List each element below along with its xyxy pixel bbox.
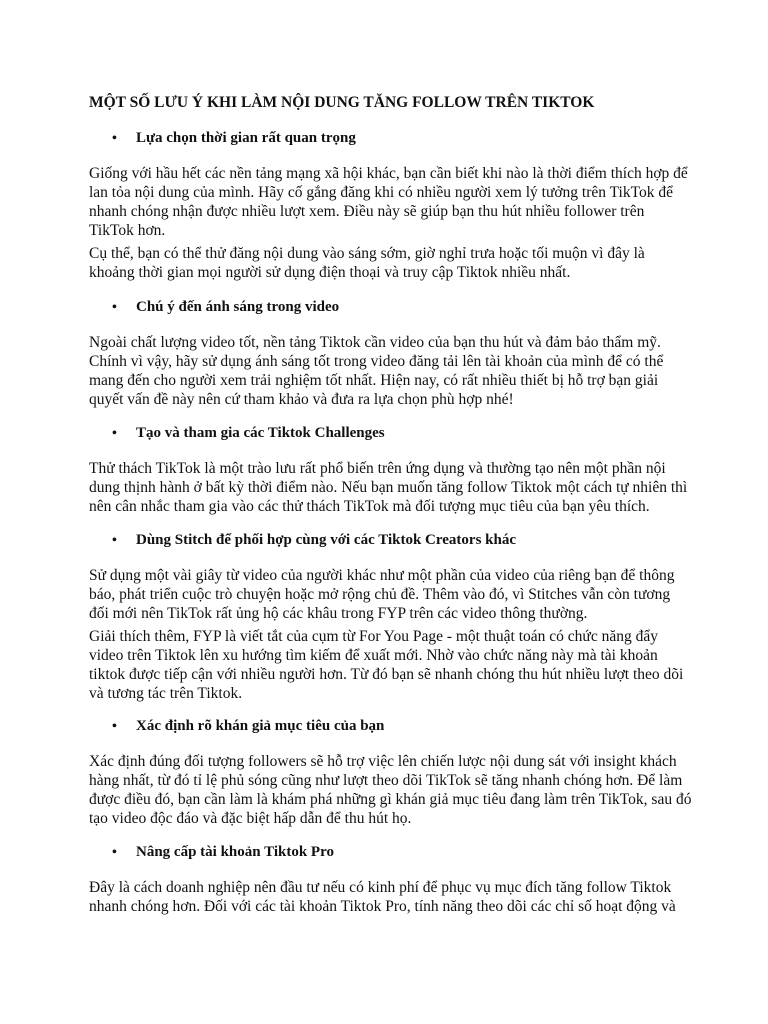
bullet-icon: • xyxy=(112,426,117,441)
document-title: MỘT SỐ LƯU Ý KHI LÀM NỘI DUNG TĂNG FOLLOW TRÊN TIKTOK xyxy=(89,94,595,111)
paragraph-line: nên cân nhắc tham gia vào các thử thách TikTok mà đối tượng mục tiêu của bạn yêu thích. xyxy=(89,498,650,515)
paragraph-line: Chính vì vậy, hãy sử dụng ánh sáng tốt trong video đăng tải lên tài khoản của mình để có thể xyxy=(89,353,664,370)
paragraph-line: hàng nhất, từ đó tỉ lệ phủ sóng cũng như lượt theo dõi TikTok sẽ tăng nhanh chóng hơn. Để làm xyxy=(89,772,683,789)
section-heading-challenges xyxy=(112,424,385,443)
bullet-icon: • xyxy=(112,719,117,734)
bullet-icon: • xyxy=(112,300,117,315)
paragraph xyxy=(89,878,676,916)
paragraph xyxy=(89,566,674,623)
paragraph xyxy=(89,164,688,240)
bullet-icon: • xyxy=(112,533,117,548)
paragraph-line: dung thịnh hành ở bất kỳ thời điểm nào. Nếu bạn muốn tăng follow Tiktok một cách tự nhiên thì xyxy=(89,479,688,496)
paragraph-line: quyết vấn đề này nên cứ tham khảo và đưa ra lựa chọn phù hợp nhé! xyxy=(89,391,514,408)
paragraph-line: nhanh chóng hơn. Đối với các tài khoản Tiktok Pro, tính năng theo dõi các chỉ số hoạt động và xyxy=(89,898,676,915)
paragraph-line: Giống với hầu hết các nền tảng mạng xã hội khác, bạn cần biết khi nào là thời điểm thích hợp để xyxy=(89,165,688,182)
paragraph xyxy=(89,333,663,409)
section-heading-timing xyxy=(112,129,356,148)
paragraph-line: lan tỏa nội dung của mình. Hãy cố gắng đăng khi có nhiều người xem lý tưởng trên TikTok để xyxy=(89,184,673,201)
paragraph-line: khoảng thời gian mọi người sử dụng điện thoại và truy cập Tiktok nhiều nhất. xyxy=(89,264,571,281)
bullet-icon: • xyxy=(112,845,117,860)
section-heading-label: Lựa chọn thời gian rất quan trọng xyxy=(136,130,356,146)
paragraph-line: nhanh chóng nhận được nhiều lượt xem. Điều này sẽ giúp bạn thu hút nhiều follower trên xyxy=(89,203,645,220)
section-heading-lighting xyxy=(112,298,339,317)
paragraph xyxy=(89,627,683,703)
section-heading-tiktok-pro xyxy=(112,843,334,862)
section-heading-audience xyxy=(112,717,384,736)
paragraph xyxy=(89,752,691,828)
paragraph xyxy=(89,459,687,516)
paragraph-line: tiktok được tiếp cận với nhiều người hơn. Từ đó bạn sẽ nhanh chóng thu hút nhiều lượt theo dõi xyxy=(89,666,684,683)
section-heading-label: Dùng Stitch để phối hợp cùng với các Tiktok Creators khác xyxy=(136,532,517,548)
paragraph-line: và tương tác trên Tiktok. xyxy=(89,685,243,702)
paragraph-line: Đây là cách doanh nghiệp nên đầu tư nếu có kinh phí để phục vụ mục đích tăng follow Tiktok xyxy=(89,879,672,896)
section-heading-label: Tạo và tham gia các Tiktok Challenges xyxy=(136,425,385,441)
paragraph-line: tạo video độc đáo và đặc biệt hấp dẫn để thu hút họ. xyxy=(89,810,412,827)
paragraph-line: Sử dụng một vài giây từ video của người khác như một phần của video của riêng bạn để thông xyxy=(89,567,675,584)
paragraph-line: TikTok hơn. xyxy=(89,222,166,239)
bullet-icon: • xyxy=(112,131,117,146)
paragraph-line: Cụ thể, bạn có thể thử đăng nội dung vào sáng sớm, giờ nghỉ trưa hoặc tối muộn vì đây là xyxy=(89,245,645,262)
paragraph-line: được điều đó, bạn cần làm là khám phá những gì khán giả mục tiêu đang làm trên TikTok, sau đó xyxy=(89,791,692,808)
section-heading-label: Chú ý đến ánh sáng trong video xyxy=(136,299,340,315)
section-heading-stitch xyxy=(112,531,516,550)
section-heading-label: Nâng cấp tài khoản Tiktok Pro xyxy=(136,844,334,860)
paragraph-line: báo, phát triển cuộc trò chuyện hoặc mở rộng chủ đề. Thêm vào đó, vì Stitches vẫn còn tương xyxy=(89,586,671,603)
paragraph-line: Thử thách TikTok là một trào lưu rất phổ biến trên ứng dụng và thường tạo nên một phần nội xyxy=(89,460,666,477)
paragraph-line: Giải thích thêm, FYP là viết tắt của cụm từ For You Page - một thuật toán có chức năng đẩy xyxy=(89,628,658,645)
paragraph xyxy=(89,244,645,282)
paragraph-line: đối mới nên TikTok rất ủng hộ các khâu trong FYP trên các video thông thường. xyxy=(89,605,588,622)
paragraph-line: mang đến cho người xem trải nghiệm tốt nhất. Hiện nay, có rất nhiều thiết bị hỗ trợ bạn giải xyxy=(89,372,659,389)
paragraph-line: video trên Tiktok lên xu hướng tìm kiếm để xuất mới. Nhờ vào chức năng này mà tài khoản xyxy=(89,647,658,664)
paragraph-line: Xác định đúng đối tượng followers sẽ hỗ trợ việc lên chiến lược nội dung sát với insight khách xyxy=(89,753,677,770)
section-heading-label: Xác định rõ khán giả mục tiêu của bạn xyxy=(136,718,385,734)
paragraph-line: Ngoài chất lượng video tốt, nền tảng Tiktok cần video của bạn thu hút và đảm bảo thẩm mỹ. xyxy=(89,334,661,351)
